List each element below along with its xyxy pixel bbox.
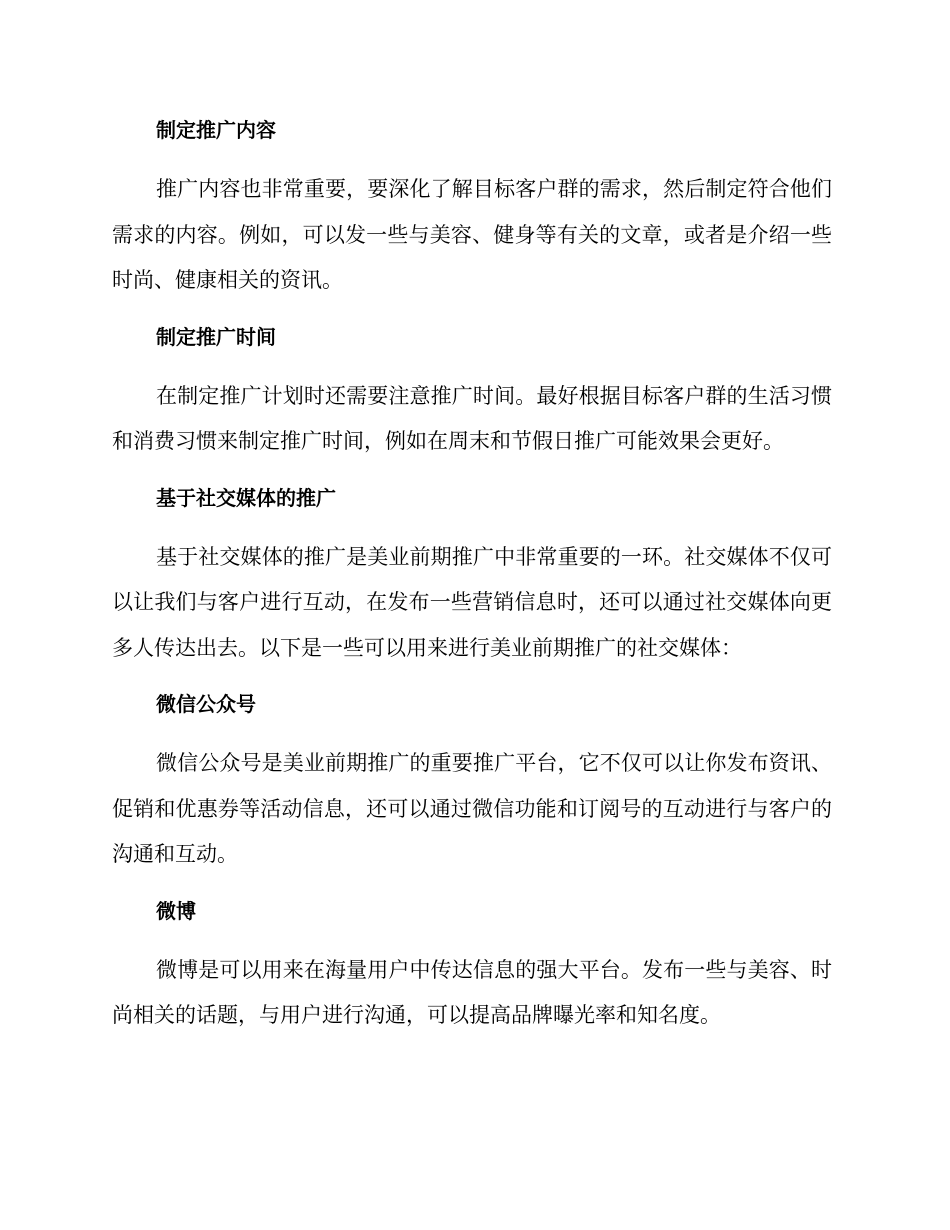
section-paragraph: 基于社交媒体的推广是美业前期推广中非常重要的一环。社交媒体不仅可以让我们与客户进行互动，在发布一些营销信息时，还可以通过社交媒体向更多人传达出去。以下是一些可以用来进行美业前期推广的社交媒体：: [112, 544, 832, 660]
section-heading: 微博: [156, 898, 196, 923]
section-paragraph: 微博是可以用来在海量用户中传达信息的强大平台。发布一些与美容、时尚相关的话题，与用户进行沟通，可以提高品牌曝光率和知名度。: [112, 957, 832, 1027]
section-heading: 基于社交媒体的推广: [156, 485, 336, 510]
document-page: [112, 111, 832, 1039]
section-paragraph: 推广内容也非常重要，要深化了解目标客户群的需求，然后制定符合他们需求的内容。例如，可以发一些与美容、健身等有关的文章，或者是介绍一些时尚、健康相关的资讯。: [112, 177, 832, 292]
section-heading: 制定推广内容: [156, 118, 276, 142]
section-heading: 微信公众号: [156, 692, 256, 716]
section-content: [112, 111, 832, 304]
section-paragraph: 在制定推广计划时还需要注意推广时间。最好根据目标客户群的生活习惯和消费习惯来制定推广时间，例如在周末和节假日推广可能效果会更好。: [112, 383, 832, 453]
section-weibo: [112, 892, 832, 1039]
section-heading: 制定推广时间: [156, 324, 276, 349]
section-social-media: [112, 479, 832, 672]
section-paragraph: 微信公众号是美业前期推广的重要推广平台，它不仅可以让你发布资讯、促销和优惠券等活动信息，还可以通过微信功能和订阅号的互动进行与客户的沟通和互动。: [112, 751, 832, 866]
section-wechat: [112, 685, 832, 878]
section-timing: [112, 318, 832, 465]
